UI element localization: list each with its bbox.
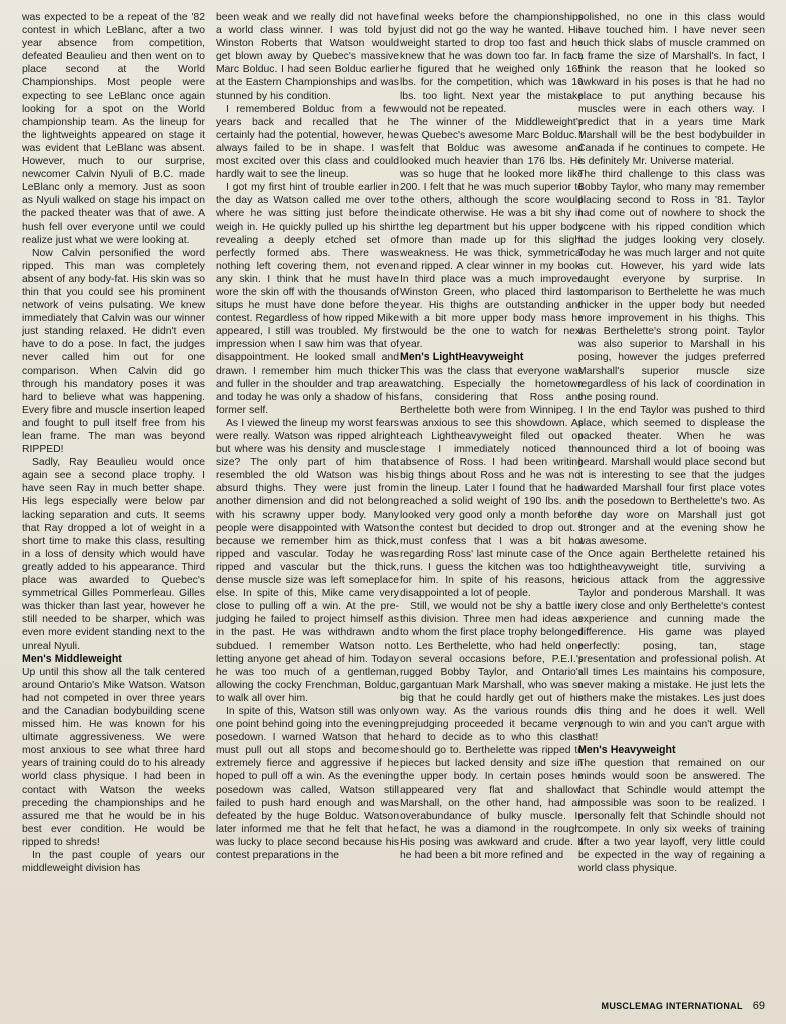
paragraph: The winner of the Middleweight's was Quebec's awesome Marc Bolduc. I felt that Bolduc was awesome and looked much heavier than 176 lbs. He was so huge that he looked more like 200. I felt that he was much superior to the others, although the score would indicate otherwise. He was a bit shy in the leg department but his upper body more than made up for this slight weakness. He was thick, symmetrical and ripped. A clear winner in my book. In third place was a much improved Winston Green, who placed third last year. His thighs are outstanding and with a bit more upper body mass he would be the one to watch for next year. (400, 116, 583, 351)
page-footer (578, 1000, 765, 1016)
paragraph: Sadly, Ray Beaulieu would once again see a second place trophy. I have seen Ray in much better shape. His legs especially were below par lacking separation and cuts. It seems that Ray dropped a lot of weight in a short time to make this class, resulting in a loss of density which would have greatly added to his appearance. Third place was awarded to Quebec's symmetrical Gilles Pommerleau. Gilles was thicker than last year, however he still needed to be sharper, which was even more evident standing next to the unreal Nyuli. (22, 457, 205, 652)
section-heading: Men's LightHeavyweight (400, 351, 524, 364)
paragraph: I remembered Bolduc from a few years back and recalled that he certainly had the potential, however, he always failed to be in shape. I was most excited over this class and could hardly wait to see the lineup. (216, 103, 399, 181)
paragraph: This was the class that everyone was watching. Especially the hometown fans, considering that Ross and Berthelette both were from Winnipeg. I was anxious to see this showdown. As each Lightheavyweight filed out on stage I immediately noticed the absence of Ross. I had been writing big things about Ross and he was not in the lineup. Later I found that he had reached a solid weight of 190 lbs. and looked very good only a month before the contest but decided to drop out. I must confess that I was a bit hot regarding Ross' last minute case of the runs. I guess the kitchen was too hot for him. In spite of his reasons, he disappointed a lot of people. (400, 365, 583, 600)
paragraph: final weeks before the championships just did not go the way he wanted. His weight started to drop too fast and he knew that he was down too far. In fact, he figured that he weighed only 165 lbs. for the competition, which was 10 lbs. too light. Next year the mistake would not be repeated. (400, 12, 583, 115)
paragraph: Up until this show all the talk centered around Ontario's Mike Watson. Watson had not competed in over three years and the Canadian bodybuilding scene missed him. He was known for his ultimate aggressiveness. We were most anxious to see what three hard years of training could do to his already world class physique. I had been in contact with Watson the weeks preceding the championships and he assured me that he would be in his best ever condition. He would be ripped to shreds! (22, 666, 205, 848)
paragraph: The question that remained on our minds would soon be answered. The fact that Schindle would attempt the impossible was soon to be realized. I personally felt that Schindle should not compete. In only six weeks of training after a two year layoff, very little could be expected in the way of regaining a world class physique. (578, 758, 765, 875)
paragraph: In spite of this, Watson still was only one point behind going into the evening posedown. I warned Watson that he must pull out all stops and become extremely fierce and aggressive if he hoped to pull off a win. As the evening posedown was called, Watson still failed to push hard enough and was defeated by the huge Bolduc. Watson later informed me that he felt that he was lucky to place second because his contest preparations in the (216, 705, 399, 861)
paragraph: As I viewed the lineup my worst fears were really. Watson was ripped alright but where was his density and muscle size? The only part of him that resembled the old Watson was his absurd thighs. They were just from another dimension and did not belong with his scrawny upper body. Many people were disappointed with Watson because we remember him as thick, ripped and vascular. Today he was ripped and vascular but the thick, dense muscle size was left someplace else. In spite of this, Mike came very close to pulling off a win. At the pre-judging he failed to project himself as in the past. He was withdrawn and subdued. I remember Watson not letting anyone get ahead of him. Today he was too much of a gentleman, allowing the cocky Frenchman, Bolduc, to walk all over him. (216, 417, 399, 704)
paragraph: Now Calvin personified the word ripped. This man was completely absent of any body-fat. His skin was so thin that you could see his prominent network of veins pulsating. We knew immediately that Calvin was our winner just standing relaxed. He didn't even have to do a pose. In fact, the judges never called him out for one comparison. When Calvin did go through his mandatory poses it was hard to believe what was happening. Every fibre and muscle insertion leaped and fought to pull itself free from his lean frame. The man was beyond RIPPED! (22, 247, 205, 456)
text-column-2 (216, 11, 399, 996)
paragraph: In the end Taylor was pushed to third place, which seemed to displease the packed theater. When he was announced third a lot of booing was heard. Marshall would place second but it is interesting to see that the judges awarded Marshall four first place votes in the posedown to Berthelette's two. As the day wore on Marshall just got stronger and at the evening show he was awesome. (578, 404, 765, 547)
paragraph: been weak and we really did not have a world class winner. I was told by Winston Roberts that Watson would get blown away by Quebec's massive Marc Bolduc. I had seen Bolduc earlier at the Eastern Championships and was stunned by his condition. (216, 12, 399, 102)
text-column-4 (578, 11, 765, 996)
text-column-1 (22, 11, 205, 996)
magazine-name: MUSCLEMAG INTERNATIONAL (601, 1001, 743, 1011)
paragraph: In the past couple of years our middleweight division has (22, 850, 205, 875)
paragraph: The third challenge to this class was Bobby Taylor, who many may remember placing second to Ross in '81. Taylor had come out of nowhere to shock the scene with his ripped condition which had the judges looking very closely. Today he was much larger and not quite as cut. However, his yard wide lats caught everyone by surprise. In comparison to Berthelette he was much thicker in the upper body but needed more improvement in his thighs. This was Berthelette's strong point. Taylor was also superior to Marshall in his posing, however the judges preferred Marshall's superior muscle size regardless of his lack of coordination in the posing round. (578, 169, 765, 403)
page-number: 69 (752, 1000, 765, 1012)
section-heading: Men's Middleweight (22, 652, 122, 665)
paragraph: Still, we would not be shy a battle in this division. Three men had ideas as to whom the first place trophy belonged to. Les Berthelette, who had held one on several occasions before, P.E.I.'s rugged Bobby Taylor, and Ontario's gargantuan Mark Marshall, who was so big that he could hardly get out of his own way. As the various rounds of prejudging proceeded it became very hard to decide as to who this class should go to. Berthelette was ripped to pieces but lacked density and size in the upper body. In certain poses he appeared very flat and shallow. Marshall, on the other hand, had an overabundance of bulky muscle. In fact, he was a diamond in the rough. His posing was awkward and crude. If he had been a bit more refined and (400, 601, 583, 861)
paragraph: I got my first hint of trouble earlier in the day as Watson called me over to where he was sitting just before the weigh in. He quickly pulled up his shirt revealing a deeply etched set of perfectly formed abs. There was nothing left covering them, not even any skin. I think that he must have wore the skin off with the thousands of situps he must have done before the contest. Regardless of how ripped Mike appeared, I still was troubled. My first impression when I saw him was that of disappointment. He looked small and drawn. I remember him much thicker and fuller in the shoulder and trap area and today he was only a shadow of his former self. (216, 182, 399, 416)
paragraph: Once again Berthelette retained his Lightheavyweight title, surviving a vicious attack from the aggressive Taylor and ponderous Marshall. It was very close and only Berthelette's contest experience and cunning made the difference. His game was played perfectly: posing, tan, stage presentation and professional polish. At all times Les maintains his composure, never making a mistake. He just lets the others make the mistakes. Les just does his thing and he does it well. Well enough to win and you can't argue with that! (578, 548, 765, 744)
paragraph: polished, no one in this class would have touched him. I have never seen such thick slabs of muscle crammed on a frame the size of Marshall's. In fact, I think the reason that he looked so awkward in his poses is that he had no place to put anything because his muscles were in each others way. I predict that in a years time Mark Marshall will be the best bodybuilder in Canada if he continues to compete. He is definitely Mr. Universe material. (578, 12, 765, 168)
text-column-3 (400, 11, 583, 996)
section-heading: Men's Heavyweight (578, 744, 676, 757)
paragraph: was expected to be a repeat of the '82 contest in which LeBlanc, after a two year absence from competition, defeated Beaulieu and then went on to place second at the World Championships. Most people were expecting to see LeBlanc once again looking for a spot on the World championship team. As the lineup for the lightweights appeared on stage it was evident that LeBlanc was absent. However, much to our surprise, newcomer Calvin Nyuli of B.C. made LeBlanc only a memory. Just as soon as Nyuli walked on stage his impact on the packed theater was that of awe. A hush fell over everyone until we could realize just what we were looking at. (22, 12, 205, 246)
